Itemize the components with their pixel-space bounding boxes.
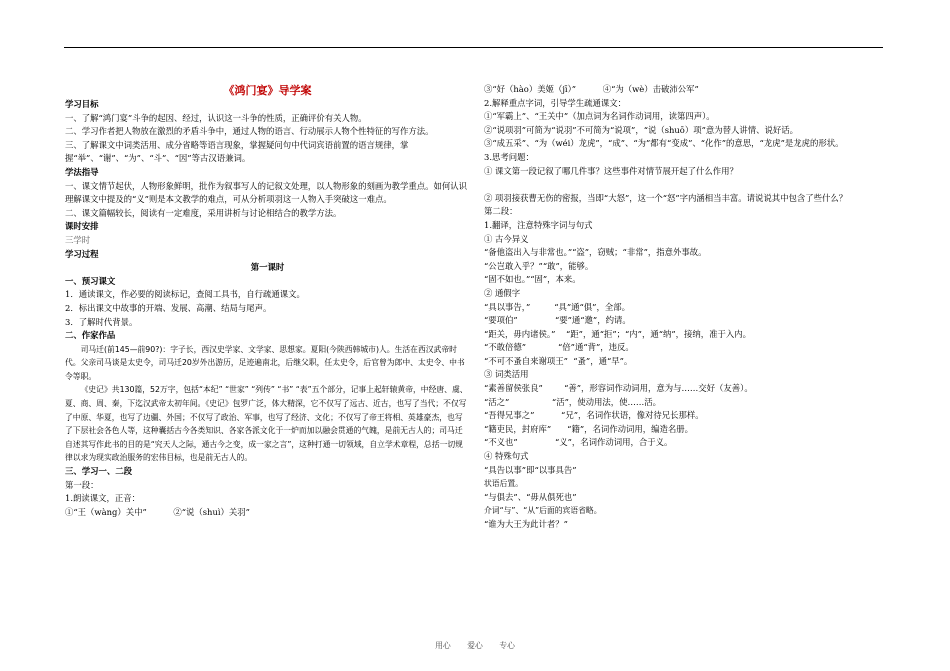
right-line: ④ 特殊句式 xyxy=(484,451,529,462)
shiji-paragraph: 《史记》共130篇，52万字，包括“本纪” “世家” “列传” “书” “表”五个部分，记事上起轩辕黄帝，中经唐、虞、夏、商、周、秦，下迄汉武帝太初年间。《史记》包罗广泛，体大精深，它不仅写了远古、近古，也写了当代；不仅写了中原、华夏，也写了边疆、外国；不仅写了政治、军事，也写了经济、文化；不仅写了帝王将相、英雄豪杰，也写了下层社会各色人等，这种囊括古今各类知识、各家各派文化于一炉而加以融会贯通的气魄，是前无古人的；司马迁自述其写作此书的目的是“究天人之际，通古今之变，成一家之言”，这种打通一切领域，自立学术章程，总括一切规律以求为现实政治服务的宏伟目标，也是前无古人的。 xyxy=(65,385,468,463)
right-line: “素善留侯张良” “善”，形容词作动词用，意为与……交好（友善）。 xyxy=(484,383,753,394)
preview-item: 2．标出课文中故事的开端、发展、高潮、结局与尾声。 xyxy=(65,302,272,313)
guide-item: 二、课文篇幅较长，阅读有一定难度，采用讲析与讨论相结合的教学方法。 xyxy=(65,207,342,218)
right-line: “籍吏民，封府库” “籍”，名词作动词用，编造名册。 xyxy=(484,423,693,434)
left-column xyxy=(65,84,470,519)
pronunciation-line: ①“王（wàng）关中” ②“说（shuì）关羽” xyxy=(65,506,250,517)
right-line: 2.解释重点字词，引导学生疏通课文： xyxy=(484,97,626,108)
right-line: 介词“与”、“从”后面的宾语省略。 xyxy=(484,506,602,516)
right-line: “活之” “活”，使动用法，使……活。 xyxy=(484,396,661,407)
goals-heading: 学习目标 xyxy=(65,99,99,109)
right-line: ①“军霸上”、“王关中”（加点词为名词作动词用，读第四声）。 xyxy=(484,111,715,122)
right-line: ③“成五采”、“为（wéi）龙虎”，“成”、“为”都有“变成”、“化作”的意思，“龙虎”是龙虎的形状。 xyxy=(484,138,844,149)
right-line: ③ 词类活用 xyxy=(484,369,529,380)
lesson-one-heading: 第一课时 xyxy=(250,262,285,273)
para-label: 第一段： xyxy=(65,479,99,490)
right-line: 1.翻译，注意特殊字词与句式 xyxy=(484,219,593,230)
schedule-heading: 课时安排 xyxy=(65,221,99,232)
goal-item: 一、了解“鸿门宴”斗争的起因、经过，认识这一斗争的性质，正确评价有关人物。 xyxy=(65,112,367,123)
right-line: “与俱去”、“毋从俱死也” xyxy=(484,491,577,502)
preview-heading: 一、预习课文 xyxy=(65,275,116,286)
right-line: “距关，毋内诸侯。” “距”，通“拒”；“内”，通“纳”，接纳，准于入内。 xyxy=(484,328,752,339)
right-line: 3.思考问题： xyxy=(484,151,534,162)
right-line: “具以事告，” “具”通“俱”，全部。 xyxy=(484,301,630,312)
preview-item: 3．了解时代背景。 xyxy=(65,316,138,327)
right-line: “不敢倍德” “倍”通“背”，违反。 xyxy=(484,342,634,353)
page-footer: 用心 爱心 专心 xyxy=(435,641,515,650)
right-line: “吾得兄事之” “兄”，名词作状语，像对待兄长那样。 xyxy=(484,410,704,421)
read-label: 1.朗读课文，正音： xyxy=(65,493,140,504)
right-line: 第二段： xyxy=(484,206,518,217)
right-blank-line xyxy=(484,178,884,192)
preview-item: 1．通读课文，作必要的阅读标记，查阅工具书，自行疏通课文。 xyxy=(65,289,305,300)
right-line: ③“好（hào）美姬（jī）” ④“为（wè）击破沛公军” xyxy=(484,84,699,94)
guide-item: 一、课文情节起伏，人物形象鲜明，批作为叙事写人的记叙文处理，以人物形象的刻画为教学重点。如何认识理解课文中提及的“义”则是本文教学的难点，可从分析项羽这一人物入手突破这一难点。 xyxy=(65,180,467,205)
right-column xyxy=(484,83,884,532)
header-rule xyxy=(64,47,883,48)
right-line: ② 通假字 xyxy=(484,287,521,298)
right-line: “备他盗出入与非常也。”“盗”，窃贼；“非常”，指意外事故。 xyxy=(484,247,707,258)
right-line: “不义也” “义”，名词作动词用，合于义。 xyxy=(484,437,673,448)
right-line: “公岂敢入乎？”“敢”，能够。 xyxy=(484,260,594,271)
author-paragraph: 司马迁(前145—前90?)：字子长，西汉史学家、文学家、思想家。夏阳(今陕西韩城市)人。生活在西汉武帝时代。父亲司马谈是太史令，司马迁20岁外出游历，足迹遍南北，后继父职，任太史令，后官曾为郎中、太史令、中书令等职。 xyxy=(65,344,465,381)
right-line: “不可不蚤自来谢项王” “蚤”，通“早”。 xyxy=(484,355,633,366)
right-line: ① 课文第一段记叙了哪几件事？这些事件对情节展开起了什么作用？ xyxy=(484,165,738,176)
page-title: 《鸿门宴》导学案 xyxy=(223,84,312,97)
right-line: “要项伯” “要”通“邀”，约请。 xyxy=(484,315,631,326)
process-heading: 学习过程 xyxy=(65,248,99,259)
right-line: 状语后置。 xyxy=(484,479,523,489)
schedule-text: 三学时 xyxy=(65,234,91,245)
right-line: “固不如也。”“固”，本来。 xyxy=(484,274,581,285)
study-heading: 三、学习一、二段 xyxy=(65,466,132,477)
right-line: “具告以事”即“以事具告” xyxy=(484,464,577,475)
right-line: ②“说项羽”可简为“说羽”不可简为“说项”，“说（shuō）项”意为替人讲情、说好话。 xyxy=(484,124,799,135)
goal-item: 三、了解课文中词类活用、成分省略等语言现象，掌握疑问句中代词宾语前置的语言规律，掌握“举”、“谢”、“为”、“斗”、“因”等古汉语兼词。 xyxy=(65,139,409,164)
author-heading: 二、作家作品 xyxy=(65,330,116,341)
right-line: ② 项羽接获曹无伤的密报，当即“大怒”，这一个“怒”字内涵相当丰富。请说说其中包含了些什么？ xyxy=(484,192,848,203)
right-line: ① 古今异义 xyxy=(484,233,529,244)
goal-item: 二、学习作者把人物放在激烈的矛盾斗争中，通过人物的语言、行动展示人物个性特征的写作方法。 xyxy=(65,126,434,137)
right-line: “谁为大王为此计者？” xyxy=(484,519,568,529)
guide-heading: 学法指导 xyxy=(65,166,99,177)
